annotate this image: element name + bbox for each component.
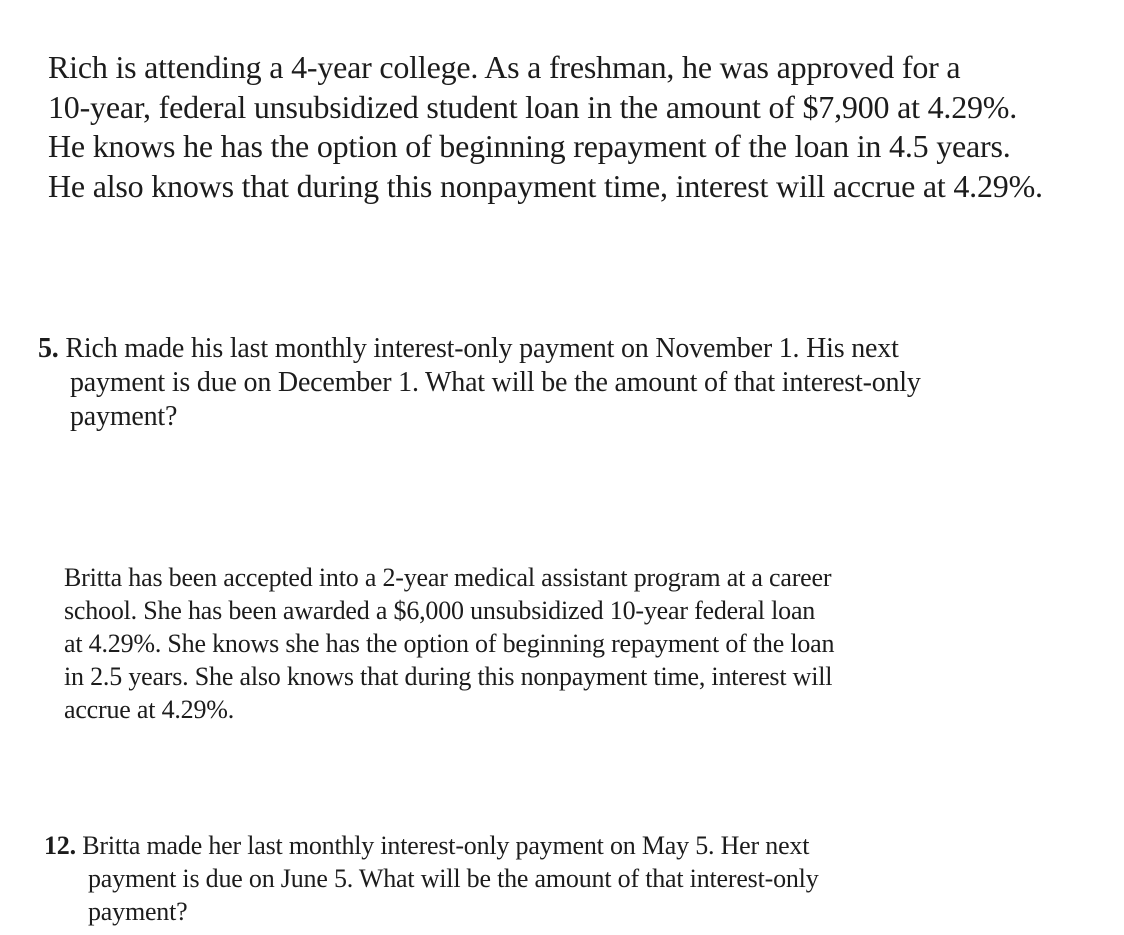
scenario-line: Rich is attending a 4-year college. As a freshman, he was approved for a <box>48 49 961 85</box>
britta-loan-scenario <box>64 561 834 726</box>
question-first-line <box>38 332 921 366</box>
scenario-line: Britta has been accepted into a 2-year medical assistant program at a career <box>64 563 832 592</box>
question-text: Rich made his last monthly interest-only payment on November 1. His next <box>65 333 899 364</box>
question-number: 12. <box>44 831 76 860</box>
question-line: payment? <box>88 897 188 926</box>
scenario-line: He also knows that during this nonpayment time, interest will accrue at 4.29%. <box>48 167 1043 204</box>
question-first-line <box>44 829 819 862</box>
scenario-line: accrue at 4.29%. <box>64 695 235 724</box>
scenario-line: school. She has been awarded a $6,000 unsubsidized 10-year federal loan <box>64 596 816 625</box>
question-line: payment? <box>70 401 178 432</box>
question-line: payment is due on June 5. What will be the amount of that interest-only <box>88 864 819 893</box>
scenario-line: He knows he has the option of beginning repayment of the loan in 4.5 years. <box>48 128 1011 164</box>
question-text: Britta made her last monthly interest-only payment on May 5. Her next <box>82 831 810 860</box>
question-line: payment is due on December 1. What will be the amount of that interest-only <box>70 367 921 398</box>
question-number: 5. <box>38 333 59 364</box>
question-12 <box>44 829 819 928</box>
scenario-line: in 2.5 years. She also knows that during this nonpayment time, interest will <box>64 662 833 691</box>
scenario-line: 10-year, federal unsubsidized student loan in the amount of $7,900 at 4.29%. <box>48 88 1018 125</box>
question-5 <box>38 332 921 434</box>
scenario-line: at 4.29%. She knows she has the option of beginning repayment of the loan <box>64 629 835 658</box>
rich-loan-scenario <box>48 48 1043 206</box>
